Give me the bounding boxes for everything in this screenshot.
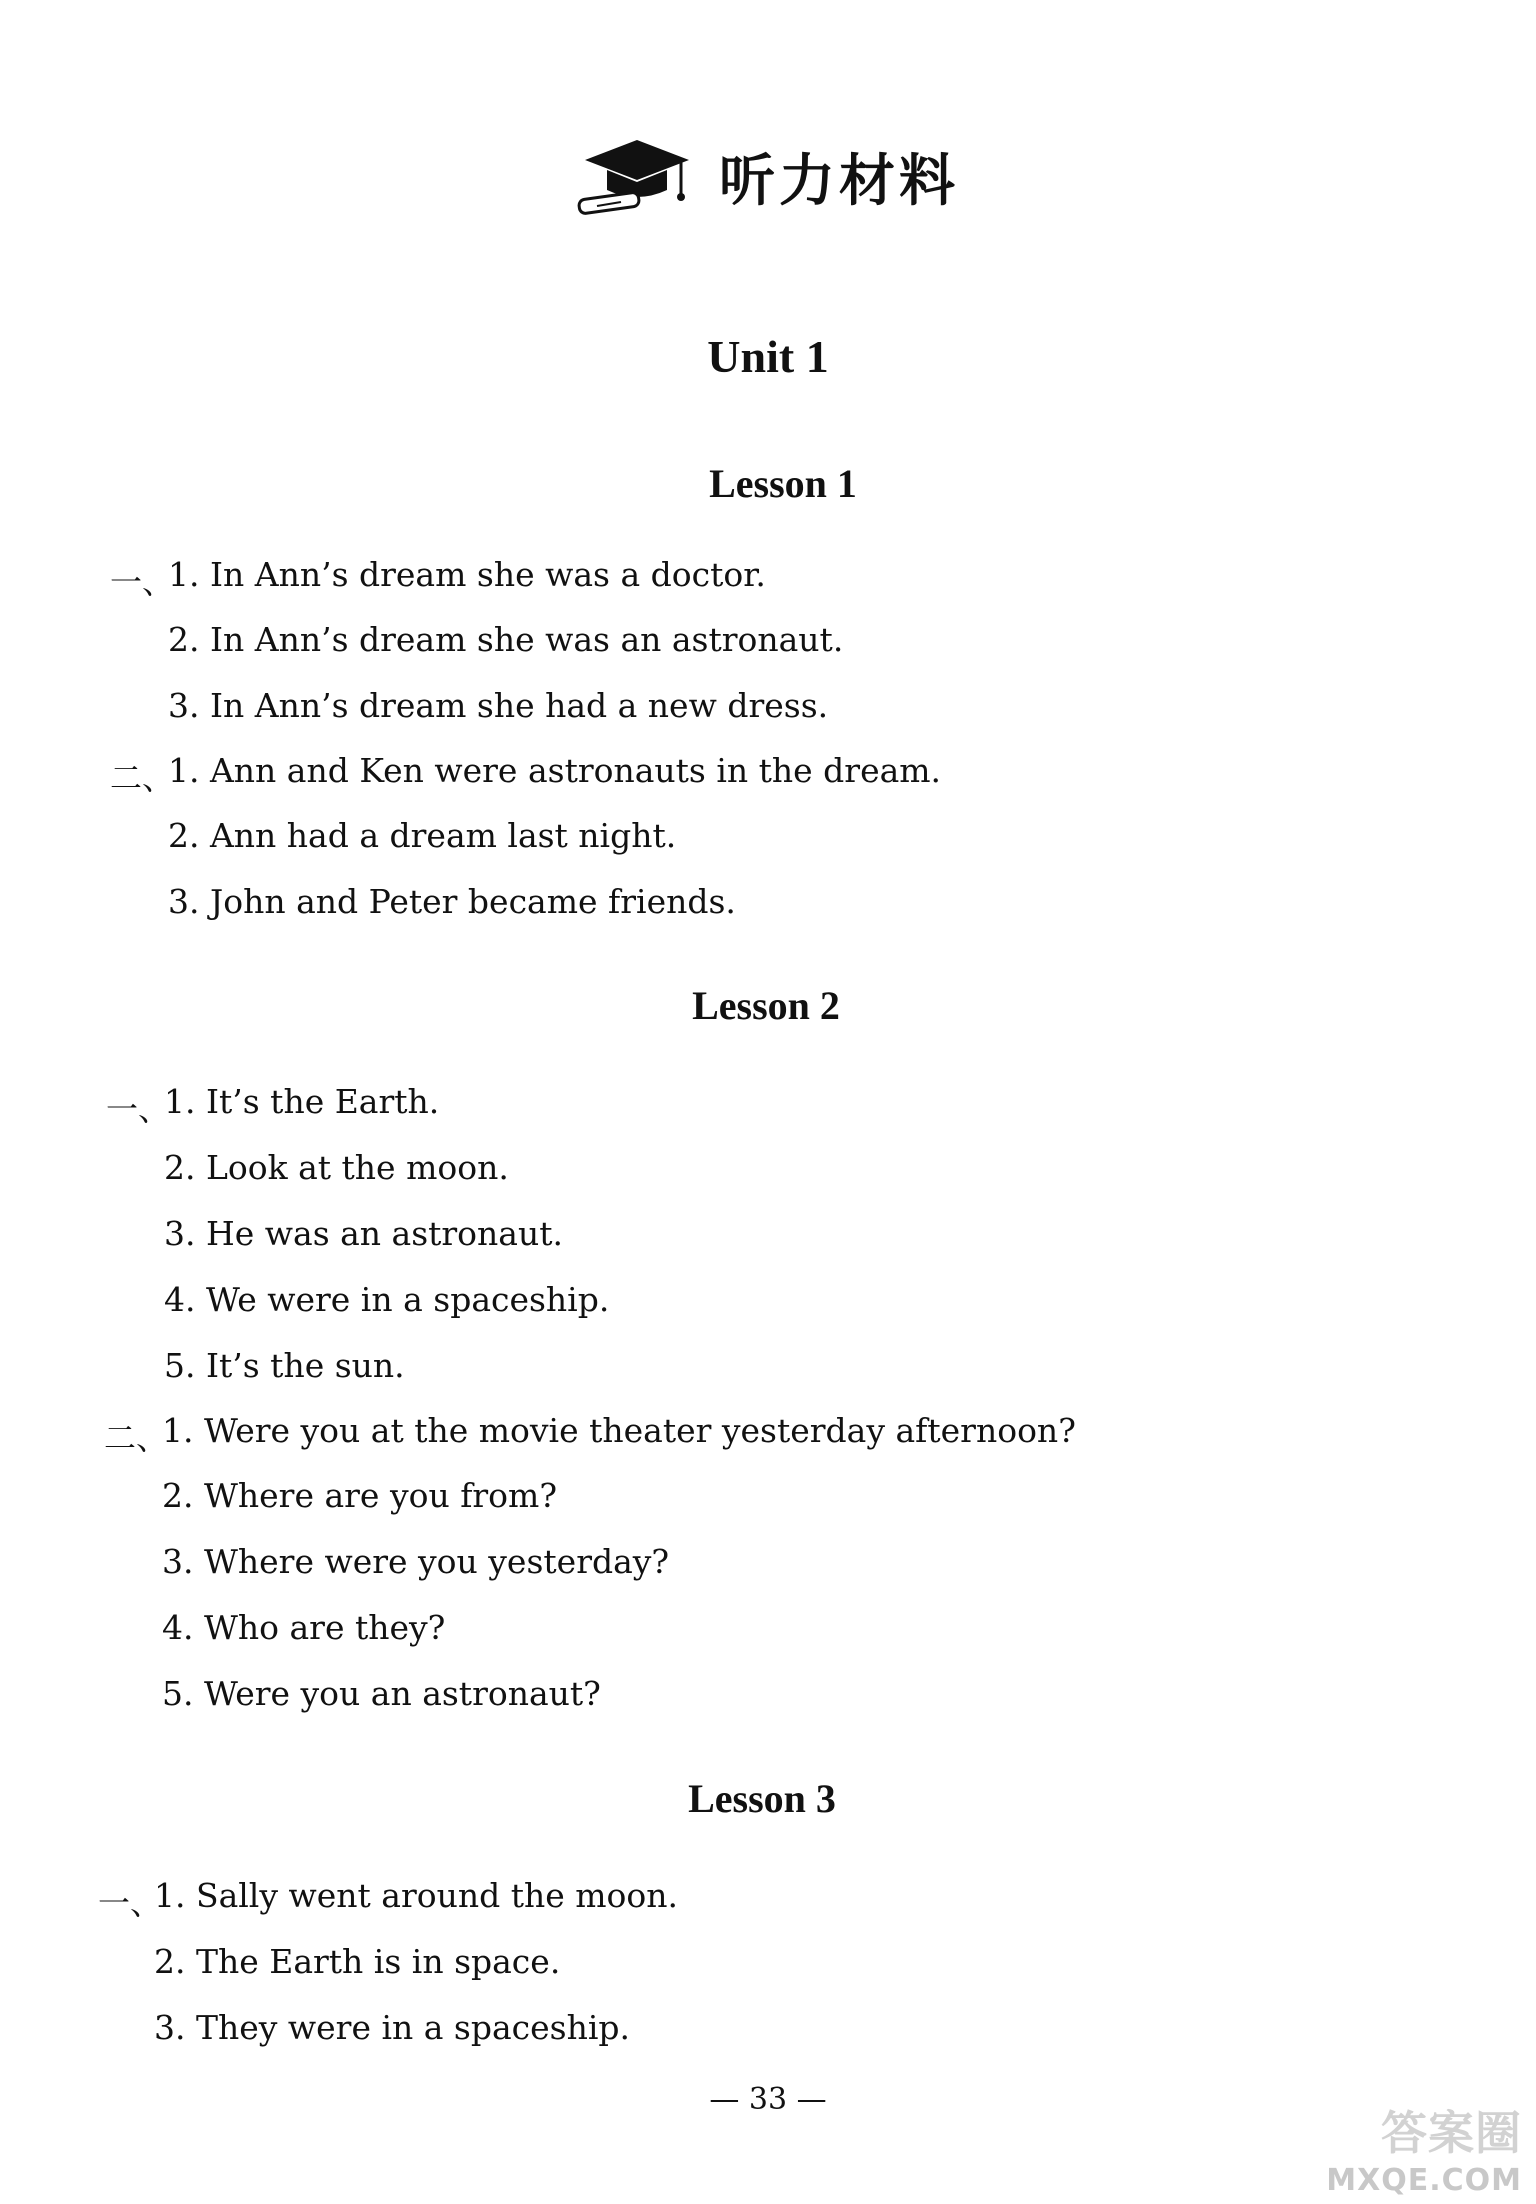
lesson-1	[0, 460, 1536, 507]
lesson-3	[0, 1775, 1536, 1822]
lesson-2	[0, 982, 1536, 1029]
list-item: 3. He was an astronaut.	[164, 1214, 563, 1253]
list-item: 3. In Ann’s dream she had a new dress.	[168, 686, 829, 725]
list-item: 1. In Ann’s dream she was a doctor.	[168, 555, 766, 594]
list-item: 2. In Ann’s dream she was an astronaut.	[168, 620, 844, 659]
list-item: 3. John and Peter became friends.	[168, 882, 736, 921]
page-number: — 33 —	[709, 2082, 827, 2117]
list-item: 2. Ann had a dream last night.	[168, 816, 677, 855]
lesson-title: Lesson 3	[688, 1776, 836, 1821]
unit-title: Unit 1	[707, 331, 829, 382]
section-marker: 一、	[110, 563, 175, 601]
watermark-en: MXQE.COM	[1326, 2163, 1522, 2198]
page-header	[0, 122, 1536, 232]
section-marker: 一、	[106, 1090, 171, 1128]
list-item: 5. Were you an astronaut?	[162, 1674, 601, 1713]
list-item: 2. Look at the moon.	[164, 1148, 509, 1187]
lesson-title: Lesson 1	[709, 461, 857, 506]
list-item: 3. They were in a spaceship.	[154, 2008, 631, 2047]
section-marker: 二、	[104, 1419, 169, 1457]
list-item: 3. Where were you yesterday?	[162, 1542, 670, 1581]
page-title: 听力材料	[719, 149, 959, 214]
graduation-cap-icon	[577, 122, 697, 232]
list-item: 5. It’s the sun.	[164, 1346, 405, 1385]
section-marker: 二、	[110, 759, 175, 797]
list-item: 1. Ann and Ken were astronauts in the dream.	[168, 751, 942, 790]
list-item: 1. Sally went around the moon.	[154, 1876, 679, 1915]
section-marker: 一、	[98, 1884, 163, 1922]
lesson-title: Lesson 2	[692, 983, 840, 1028]
list-item: 1. Were you at the movie theater yesterday afternoon?	[162, 1411, 1076, 1450]
list-item: 2. Where are you from?	[162, 1476, 558, 1515]
watermark-cn: 答案圈	[1381, 2106, 1522, 2160]
list-item: 2. The Earth is in space.	[154, 1942, 561, 1981]
list-item: 4. Who are they?	[162, 1608, 446, 1647]
watermark	[1326, 2097, 1522, 2198]
list-item: 4. We were in a spaceship.	[164, 1280, 610, 1319]
list-item: 1. It’s the Earth.	[164, 1082, 440, 1121]
